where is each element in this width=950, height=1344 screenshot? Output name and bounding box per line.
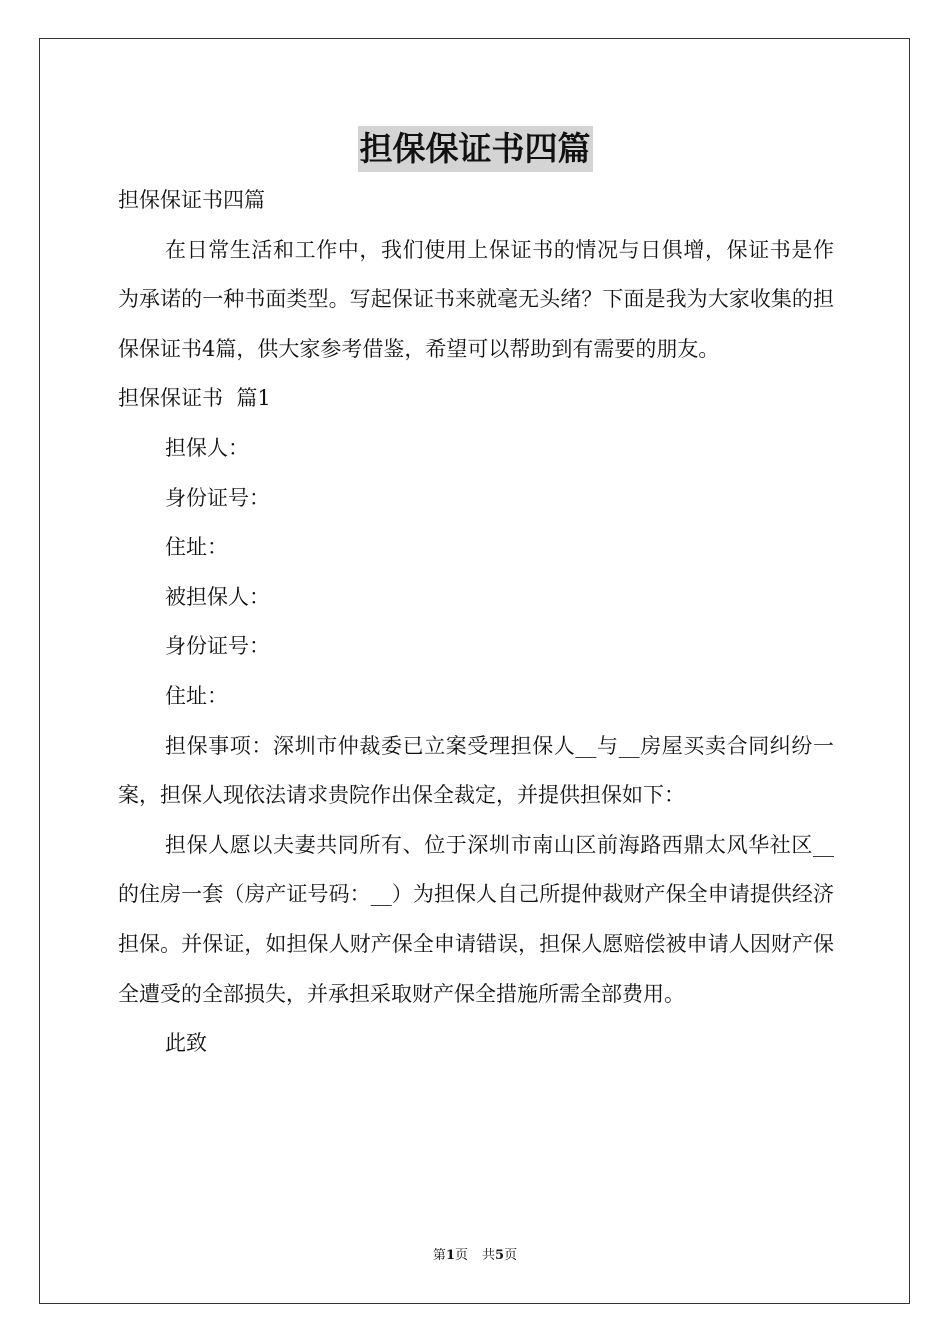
total-suffix: 页	[504, 1248, 518, 1263]
guarantee-matter-paragraph: 担保事项：深圳市仲裁委已立案受理担保人__与__房屋买卖合同纠纷一案，担保人现依法请求贵院作出保全裁定，并提供担保如下：	[118, 733, 834, 808]
guarantee-body-paragraph: 担保人愿以夫妻共同所有、位于深圳市南山区前海路西鼎太风华社区__的住房一套（房产证号码：__）为担保人自己所提仲裁财产保全申请提供经济担保。并保证，如担保人财产保全申请错误，担保人愿赔偿被申请人因财产保全遭受的全部损失，并承担采取财产保全措施所需全部费用。	[118, 832, 834, 1006]
document-body	[118, 176, 834, 1069]
page-suffix: 页	[454, 1248, 468, 1263]
guaranteed-address-field: 住址：	[165, 683, 228, 708]
title-container	[0, 126, 950, 172]
guarantor-address-field: 住址：	[165, 535, 228, 560]
document-title: 担保保证书四篇	[358, 126, 593, 172]
page-current: 1	[445, 1248, 455, 1263]
section-heading: 担保保证书 篇1	[118, 386, 271, 411]
guarantor-field: 担保人：	[165, 435, 249, 460]
total-prefix: 共	[482, 1248, 496, 1263]
closing-line: 此致	[165, 1031, 207, 1056]
document-subtitle: 担保保证书四篇	[118, 188, 265, 212]
page-prefix: 第	[432, 1248, 446, 1263]
guarantor-id-field: 身份证号：	[165, 485, 270, 510]
page-total: 5	[495, 1248, 505, 1263]
page-footer	[0, 1247, 950, 1265]
guaranteed-id-field: 身份证号：	[165, 634, 270, 659]
guaranteed-field: 被担保人：	[165, 584, 270, 609]
intro-paragraph: 在日常生活和工作中，我们使用上保证书的情况与日俱增，保证书是作为承诺的一种书面类型。写起保证书来就毫无头绪？下面是我为大家收集的担保保证书4篇，供大家参考借鉴，希望可以帮助到有需要的朋友。	[118, 237, 834, 361]
